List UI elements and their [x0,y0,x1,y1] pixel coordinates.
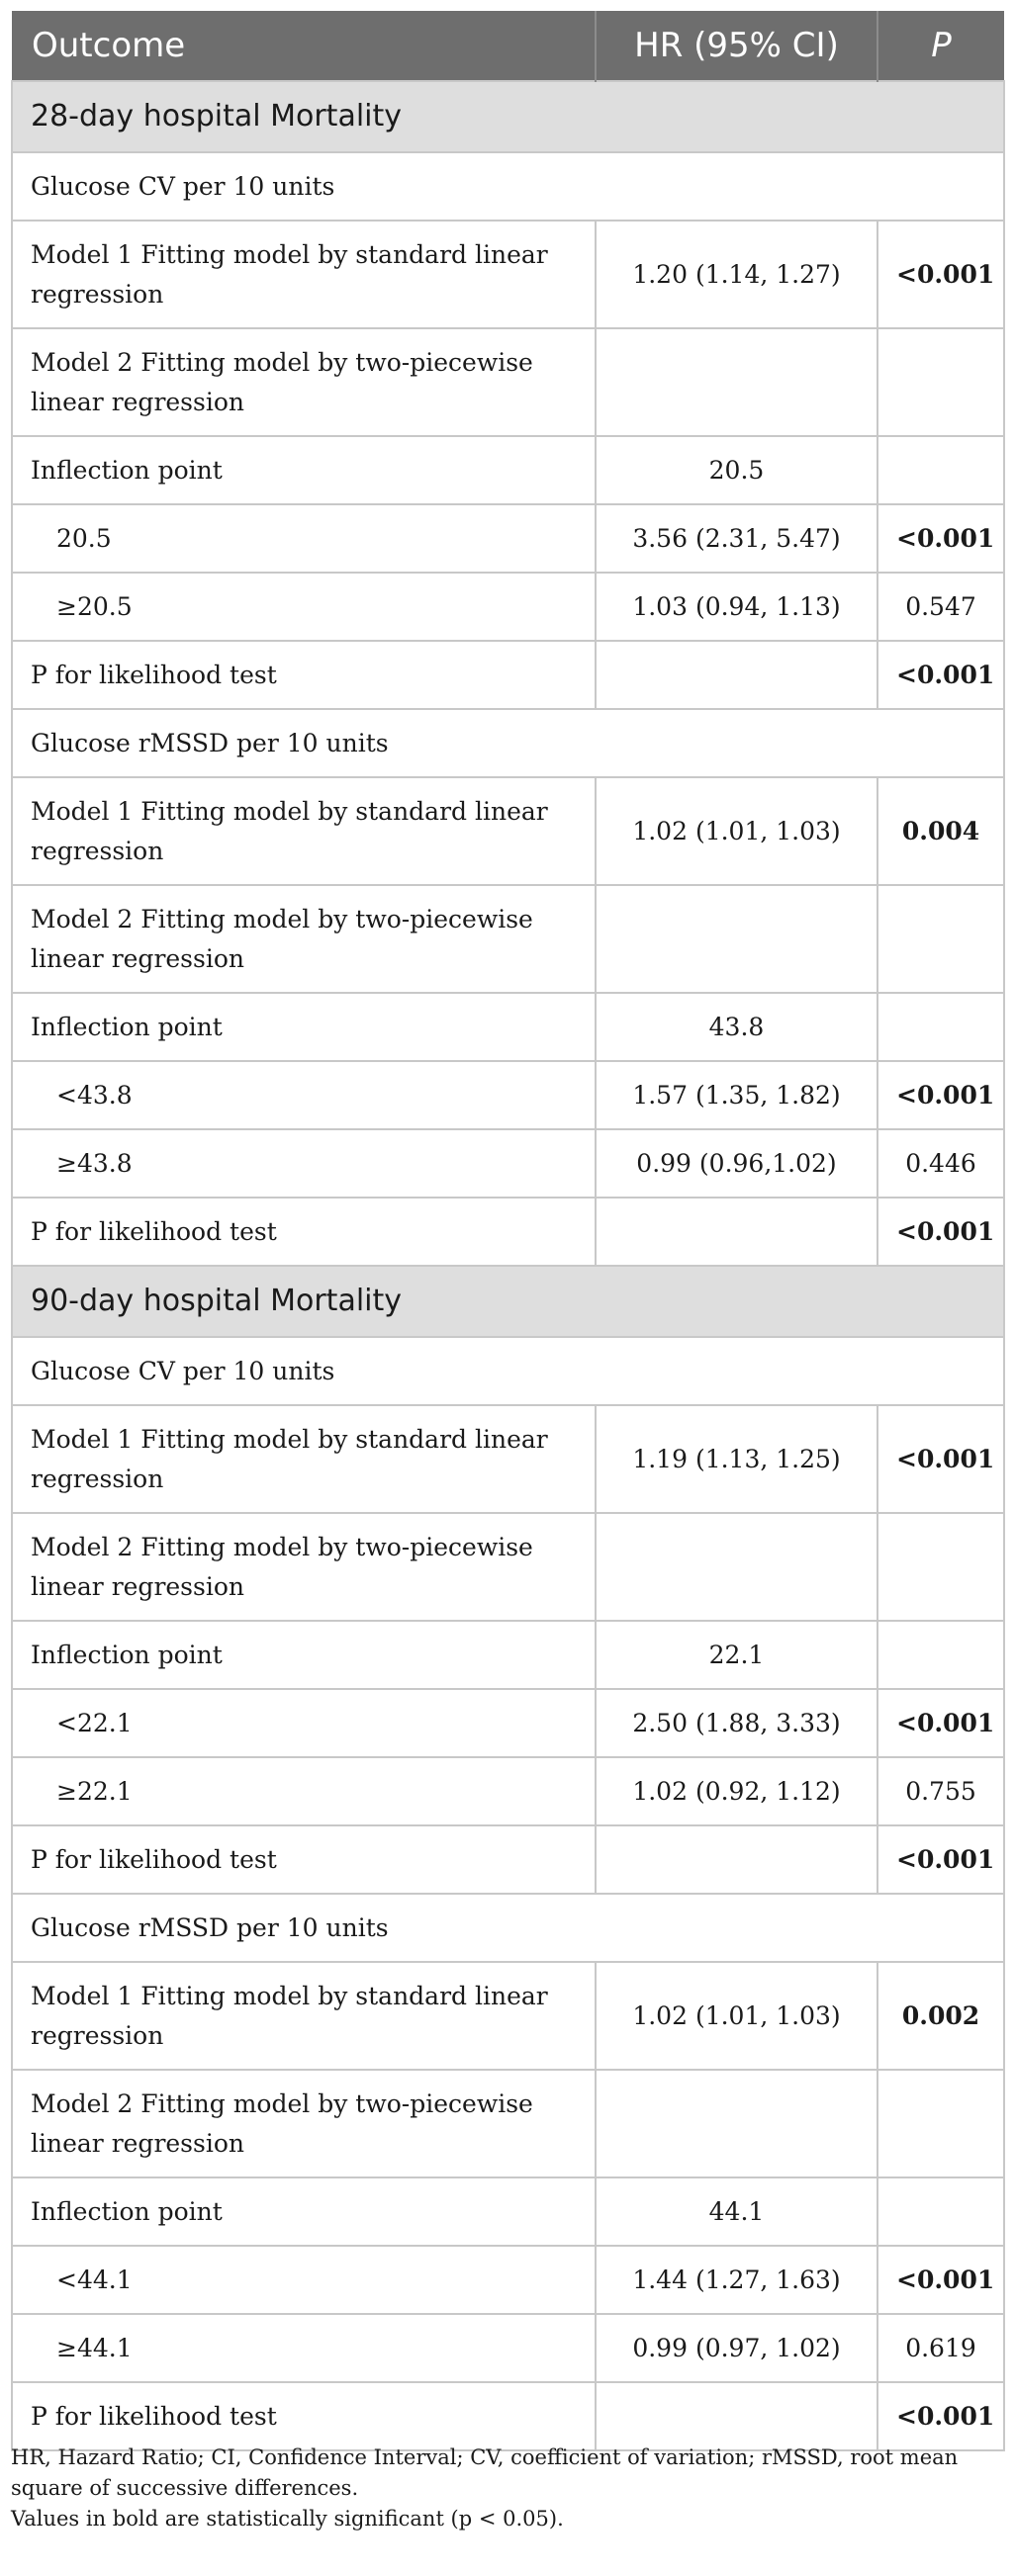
row-label: <44.1 [12,2246,596,2314]
hr-value: 1.44 (1.27, 1.63) [596,2246,877,2314]
p-value [877,1513,1004,1621]
hr-value: 1.57 (1.35, 1.82) [596,1061,877,1129]
hr-value: 1.19 (1.13, 1.25) [596,1405,877,1513]
table-row [12,1825,1004,1894]
table-row [12,1405,1004,1513]
hr-value [596,885,877,993]
group-row [12,1894,1004,1962]
section-title: 90-day hospital Mortality [12,1266,1004,1337]
row-label: Inflection point [12,2177,596,2246]
table-row [12,504,1004,573]
row-label: Model 2 Fitting model by two-piecewise linear regression [12,1513,596,1621]
hr-value: 1.02 (1.01, 1.03) [596,777,877,885]
p-value: 0.446 [877,1129,1004,1198]
row-label: Model 2 Fitting model by two-piecewise linear regression [12,2070,596,2177]
p-value: <0.001 [877,1405,1004,1513]
table-row [12,1129,1004,1198]
row-label: Inflection point [12,1621,596,1689]
p-value [877,328,1004,436]
p-value: 0.619 [877,2314,1004,2382]
row-label: Inflection point [12,993,596,1061]
p-value: <0.001 [877,221,1004,328]
row-label: P for likelihood test [12,1198,596,1266]
p-value [877,885,1004,993]
table-row [12,641,1004,709]
table-row [12,2382,1004,2450]
hr-value: 0.99 (0.97, 1.02) [596,2314,877,2382]
group-row [12,152,1004,221]
table-row [12,777,1004,885]
p-value: <0.001 [877,2246,1004,2314]
hr-value: 2.50 (1.88, 3.33) [596,1689,877,1757]
section-row [12,1266,1004,1337]
table-footnote [11,2443,1003,2534]
results-table-container [11,11,1003,2451]
table-row [12,993,1004,1061]
hr-value [596,1513,877,1621]
table-row [12,221,1004,328]
hr-value: 1.02 (1.01, 1.03) [596,1962,877,2070]
results-table [11,11,1005,2451]
p-value: <0.001 [877,2382,1004,2450]
row-label: <22.1 [12,1689,596,1757]
row-label: Model 1 Fitting model by standard linear regression [12,1962,596,2070]
row-label: Model 2 Fitting model by two-piecewise linear regression [12,328,596,436]
hr-value [596,1198,877,1266]
p-value: <0.001 [877,641,1004,709]
group-label: Glucose CV per 10 units [12,152,1004,221]
p-value: 0.004 [877,777,1004,885]
table-row [12,1061,1004,1129]
p-value: <0.001 [877,1061,1004,1129]
group-label: Glucose rMSSD per 10 units [12,1894,1004,1962]
table-row [12,573,1004,641]
table-body [12,81,1004,2450]
p-value [877,2177,1004,2246]
p-value: 0.547 [877,573,1004,641]
table-row [12,1689,1004,1757]
table-header [12,11,1004,81]
table-row [12,2314,1004,2382]
hr-value [596,1825,877,1894]
table-row [12,2177,1004,2246]
hr-value: 0.99 (0.96,1.02) [596,1129,877,1198]
hr-value: 1.03 (0.94, 1.13) [596,573,877,641]
footnote-bold-note: Values in bold are statistically significant (p < 0.05). [11,2507,564,2531]
header-outcome: Outcome [12,11,596,81]
table-row [12,1757,1004,1825]
p-value: <0.001 [877,1689,1004,1757]
p-value: <0.001 [877,1198,1004,1266]
row-label: ≥43.8 [12,1129,596,1198]
hr-value: 43.8 [596,993,877,1061]
table-row [12,1198,1004,1266]
table-row [12,1621,1004,1689]
p-value [877,1621,1004,1689]
hr-value: 1.02 (0.92, 1.12) [596,1757,877,1825]
table-row [12,436,1004,504]
hr-value: 3.56 (2.31, 5.47) [596,504,877,573]
row-label: Model 1 Fitting model by standard linear regression [12,777,596,885]
group-label: Glucose CV per 10 units [12,1337,1004,1405]
p-value: 0.002 [877,1962,1004,2070]
hr-value: 20.5 [596,436,877,504]
hr-value [596,2382,877,2450]
row-label: ≥20.5 [12,573,596,641]
row-label: P for likelihood test [12,2382,596,2450]
hr-value: 22.1 [596,1621,877,1689]
group-label: Glucose rMSSD per 10 units [12,709,1004,777]
header-p: P [877,11,1004,81]
section-row [12,81,1004,152]
p-value [877,436,1004,504]
hr-value: 44.1 [596,2177,877,2246]
hr-value [596,328,877,436]
table-row [12,328,1004,436]
hr-value [596,2070,877,2177]
table-row [12,1962,1004,2070]
p-value [877,993,1004,1061]
group-row [12,709,1004,777]
table-row [12,2070,1004,2177]
hr-value [596,641,877,709]
row-label: 20.5 [12,504,596,573]
row-label: Model 1 Fitting model by standard linear regression [12,1405,596,1513]
row-label: <43.8 [12,1061,596,1129]
header-hr: HR (95% CI) [596,11,877,81]
p-value: 0.755 [877,1757,1004,1825]
row-label: ≥44.1 [12,2314,596,2382]
row-label: Inflection point [12,436,596,504]
p-value: <0.001 [877,1825,1004,1894]
table-row [12,1513,1004,1621]
row-label: Model 2 Fitting model by two-piecewise linear regression [12,885,596,993]
p-value: <0.001 [877,504,1004,573]
table-row [12,2246,1004,2314]
group-row [12,1337,1004,1405]
p-value [877,2070,1004,2177]
hr-value: 1.20 (1.14, 1.27) [596,221,877,328]
row-label: P for likelihood test [12,1825,596,1894]
section-title: 28-day hospital Mortality [12,81,1004,152]
row-label: Model 1 Fitting model by standard linear regression [12,221,596,328]
footnote-abbreviations: HR, Hazard Ratio; CI, Confidence Interval; CV, coefficient of variation; rMSSD, root mean square of successive differences. [11,2445,959,2500]
row-label: P for likelihood test [12,641,596,709]
table-row [12,885,1004,993]
row-label: ≥22.1 [12,1757,596,1825]
